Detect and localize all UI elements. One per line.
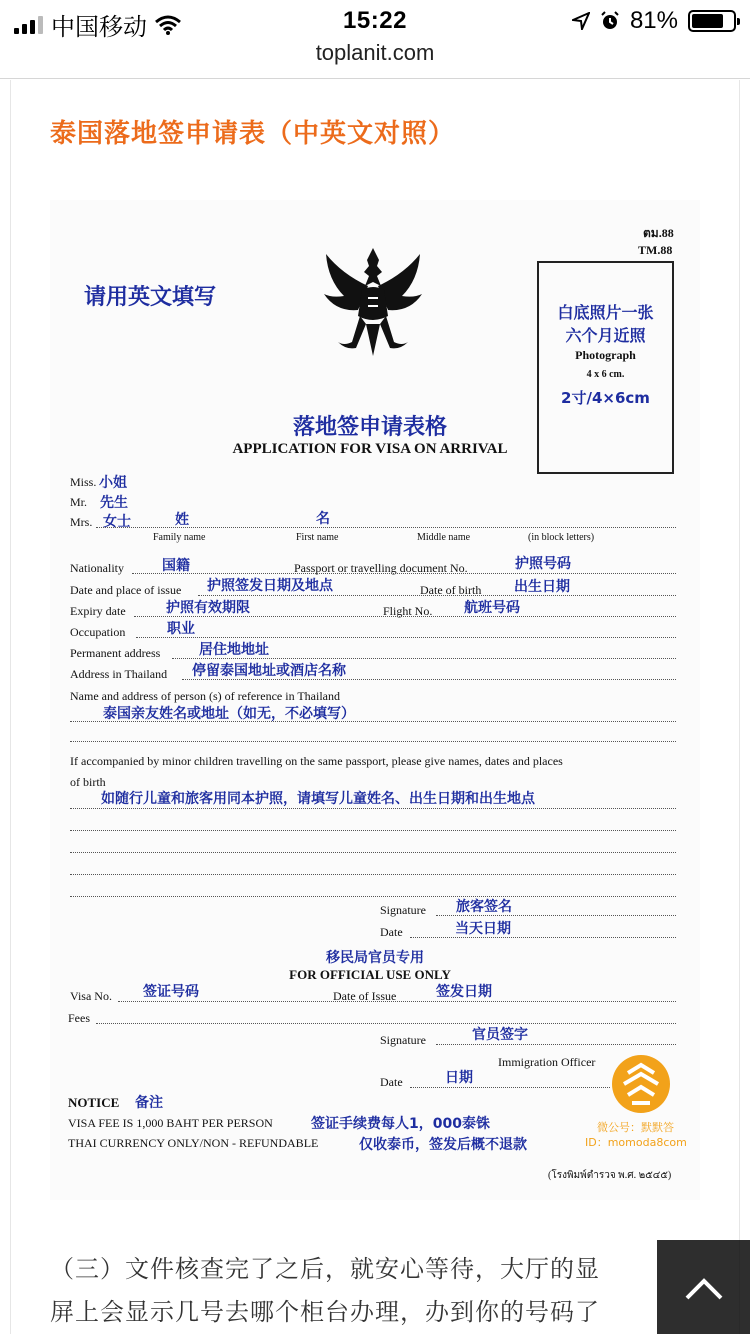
children-line-3 [70, 852, 676, 853]
article-title: 泰国落地签申请表（中英文对照） [50, 119, 456, 149]
family-name-label: Family name [153, 532, 206, 543]
photo-label: Photograph [575, 348, 636, 362]
fees-label: Fees [68, 1011, 90, 1025]
article-body-line2: 屏上会显示几号去哪个柜台办理，办到你的号码了 [50, 1298, 600, 1326]
form-title-cn: 落地签申请表格 [292, 415, 447, 440]
date-of-issue-cn: 签发日期 [436, 984, 492, 1000]
expiry-date-label: Expiry date [70, 604, 126, 618]
address-thailand-cn: 停留泰国地址或酒店名称 [192, 663, 346, 679]
address-bar-url[interactable]: toplanit.com [315, 40, 435, 65]
officer-signature-line [436, 1044, 676, 1045]
official-use-en: FOR OFFICIAL USE ONLY [289, 967, 451, 982]
visa-no-cn: 签证号码 [143, 984, 199, 1000]
address-thailand-line [182, 679, 676, 680]
passport-no-cn: 护照号码 [515, 556, 571, 572]
date-line [410, 937, 676, 938]
back-to-top-button[interactable] [657, 1240, 750, 1334]
fees-line [96, 1023, 676, 1024]
watermark-id: ID：momoda8com [585, 1136, 687, 1149]
nationality-label: Nationality [70, 561, 124, 575]
page-border-right [739, 80, 740, 1334]
notice-cn: 备注 [135, 1095, 163, 1111]
fill-in-english-note: 请用英文填写 [84, 285, 217, 310]
reference-person-label: Name and address of person (s) of reference in Thailand [70, 689, 340, 703]
date-of-birth-cn: 出生日期 [514, 579, 570, 595]
officer-date-label: Date [380, 1075, 403, 1089]
expiry-date-cn: 护照有效期限 [166, 600, 250, 616]
thai-currency-cn: 仅收泰币，签发后概不退款 [359, 1137, 527, 1153]
expiry-line [134, 616, 676, 617]
children-note-line2: of birth [70, 775, 106, 789]
issue-line [198, 595, 676, 596]
form-title-en: APPLICATION FOR VISA ON ARRIVAL [232, 441, 508, 457]
photo-size-cn: 2寸/4×6cm [561, 389, 650, 407]
immigration-officer-label: Immigration Officer [498, 1055, 596, 1069]
children-note-cn: 如随行儿童和旅客用同本护照，请填写儿童姓名、出生日期和出生地点 [101, 791, 535, 807]
visa-no-line [118, 1001, 676, 1002]
photo-note-line1: 白底照片一张 [557, 303, 654, 322]
first-name-label: First name [296, 532, 339, 543]
toolbar-divider [0, 78, 750, 79]
printer-note: (โรงพิมพ์ตำรวจ พ.ศ. ๒๕๔๕) [548, 1170, 672, 1181]
nationality-cn: 国籍 [162, 558, 190, 574]
occupation-label: Occupation [70, 625, 126, 639]
surname-cn: 姓 [175, 512, 189, 528]
thai-currency-label: THAI CURRENCY ONLY/NON - REFUNDABLE [68, 1136, 319, 1150]
passport-no-label: Passport or travelling document No. [294, 561, 468, 575]
battery-fill [692, 14, 723, 28]
visa-fee-label: VISA FEE IS 1,000 BAHT PER PERSON [68, 1116, 273, 1130]
children-line-2 [70, 830, 676, 831]
date-label: Date [380, 925, 403, 939]
signature-cn: 旅客签名 [456, 899, 512, 915]
photo-size: 4 x 6 cm. [586, 369, 625, 380]
flight-no-cn: 航班号码 [464, 600, 520, 616]
alarm-clock-icon [600, 11, 620, 31]
mrs-label: Mrs. [70, 515, 93, 529]
miss-label-cn: 小姐 [99, 475, 127, 491]
children-line-5 [70, 896, 676, 897]
visa-no-label: Visa No. [70, 989, 112, 1003]
reference-line-2 [70, 741, 676, 742]
watermark-logo-icon [612, 1055, 670, 1113]
officer-date-line [410, 1087, 610, 1088]
official-use-cn: 移民局官员专用 [326, 950, 424, 966]
mrs-label-cn: 女士 [103, 514, 131, 530]
signature-label: Signature [380, 903, 426, 917]
notice-label: NOTICE [68, 1095, 120, 1110]
occupation-cn: 职业 [167, 621, 195, 637]
children-note-line1: If accompanied by minor children travelling on the same passport, please give names, dates and places [70, 754, 563, 768]
form-code-thai: ตม.88 [643, 226, 674, 240]
date-place-issue-cn: 护照签发日期及地点 [207, 578, 333, 594]
mr-label-cn: 先生 [100, 495, 128, 511]
permanent-address-label: Permanent address [70, 646, 161, 660]
photo-note-line2: 六个月近照 [565, 326, 646, 345]
name-line [96, 527, 676, 528]
battery-icon [688, 10, 736, 32]
occupation-line [136, 637, 676, 638]
miss-label: Miss. [70, 475, 97, 489]
middle-name-label: Middle name [417, 532, 471, 543]
mr-label: Mr. [70, 495, 88, 509]
officer-signature-cn: 官员签字 [472, 1027, 528, 1043]
officer-date-cn: 日期 [445, 1070, 473, 1086]
date-place-issue-label: Date and place of issue [70, 583, 182, 597]
reference-person-cn: 泰国亲友姓名或地址（如无，不必填写） [103, 706, 355, 722]
visa-fee-cn: 签证手续费每人1，000泰铢 [311, 1116, 490, 1132]
reference-line-1 [70, 721, 676, 722]
address-thailand-label: Address in Thailand [70, 667, 168, 681]
date-of-issue-label: Date of Issue [333, 989, 397, 1003]
status-bar [0, 0, 750, 42]
date-of-birth-label: Date of birth [420, 583, 482, 597]
officer-signature-label: Signature [380, 1033, 426, 1047]
block-letters-label: (in block letters) [528, 532, 595, 543]
nationality-line [132, 573, 676, 574]
children-line-1 [70, 808, 676, 809]
battery-percent: 81% [629, 7, 678, 34]
form-code-tm: TM.88 [638, 243, 673, 257]
garuda-emblem-icon [322, 246, 424, 358]
signature-line [436, 915, 676, 916]
date-cn: 当天日期 [455, 921, 511, 937]
page-border-left [10, 80, 11, 1334]
watermark-account: 微公号：默默答 [597, 1121, 674, 1134]
chevron-up-icon [657, 1240, 750, 1334]
location-arrow-icon [572, 12, 590, 30]
article-body-line1: （三）文件核查完了之后，就安心等待，大厅的显 [50, 1255, 600, 1283]
flight-no-label: Flight No. [383, 604, 433, 618]
given-name-cn: 名 [316, 511, 330, 527]
clock: 15:22 [343, 7, 407, 34]
children-line-4 [70, 874, 676, 875]
photo-box [537, 261, 674, 474]
permanent-address-line [172, 658, 676, 659]
carrier-name: 中国移动 [51, 14, 147, 41]
permanent-address-cn: 居住地地址 [199, 642, 269, 658]
